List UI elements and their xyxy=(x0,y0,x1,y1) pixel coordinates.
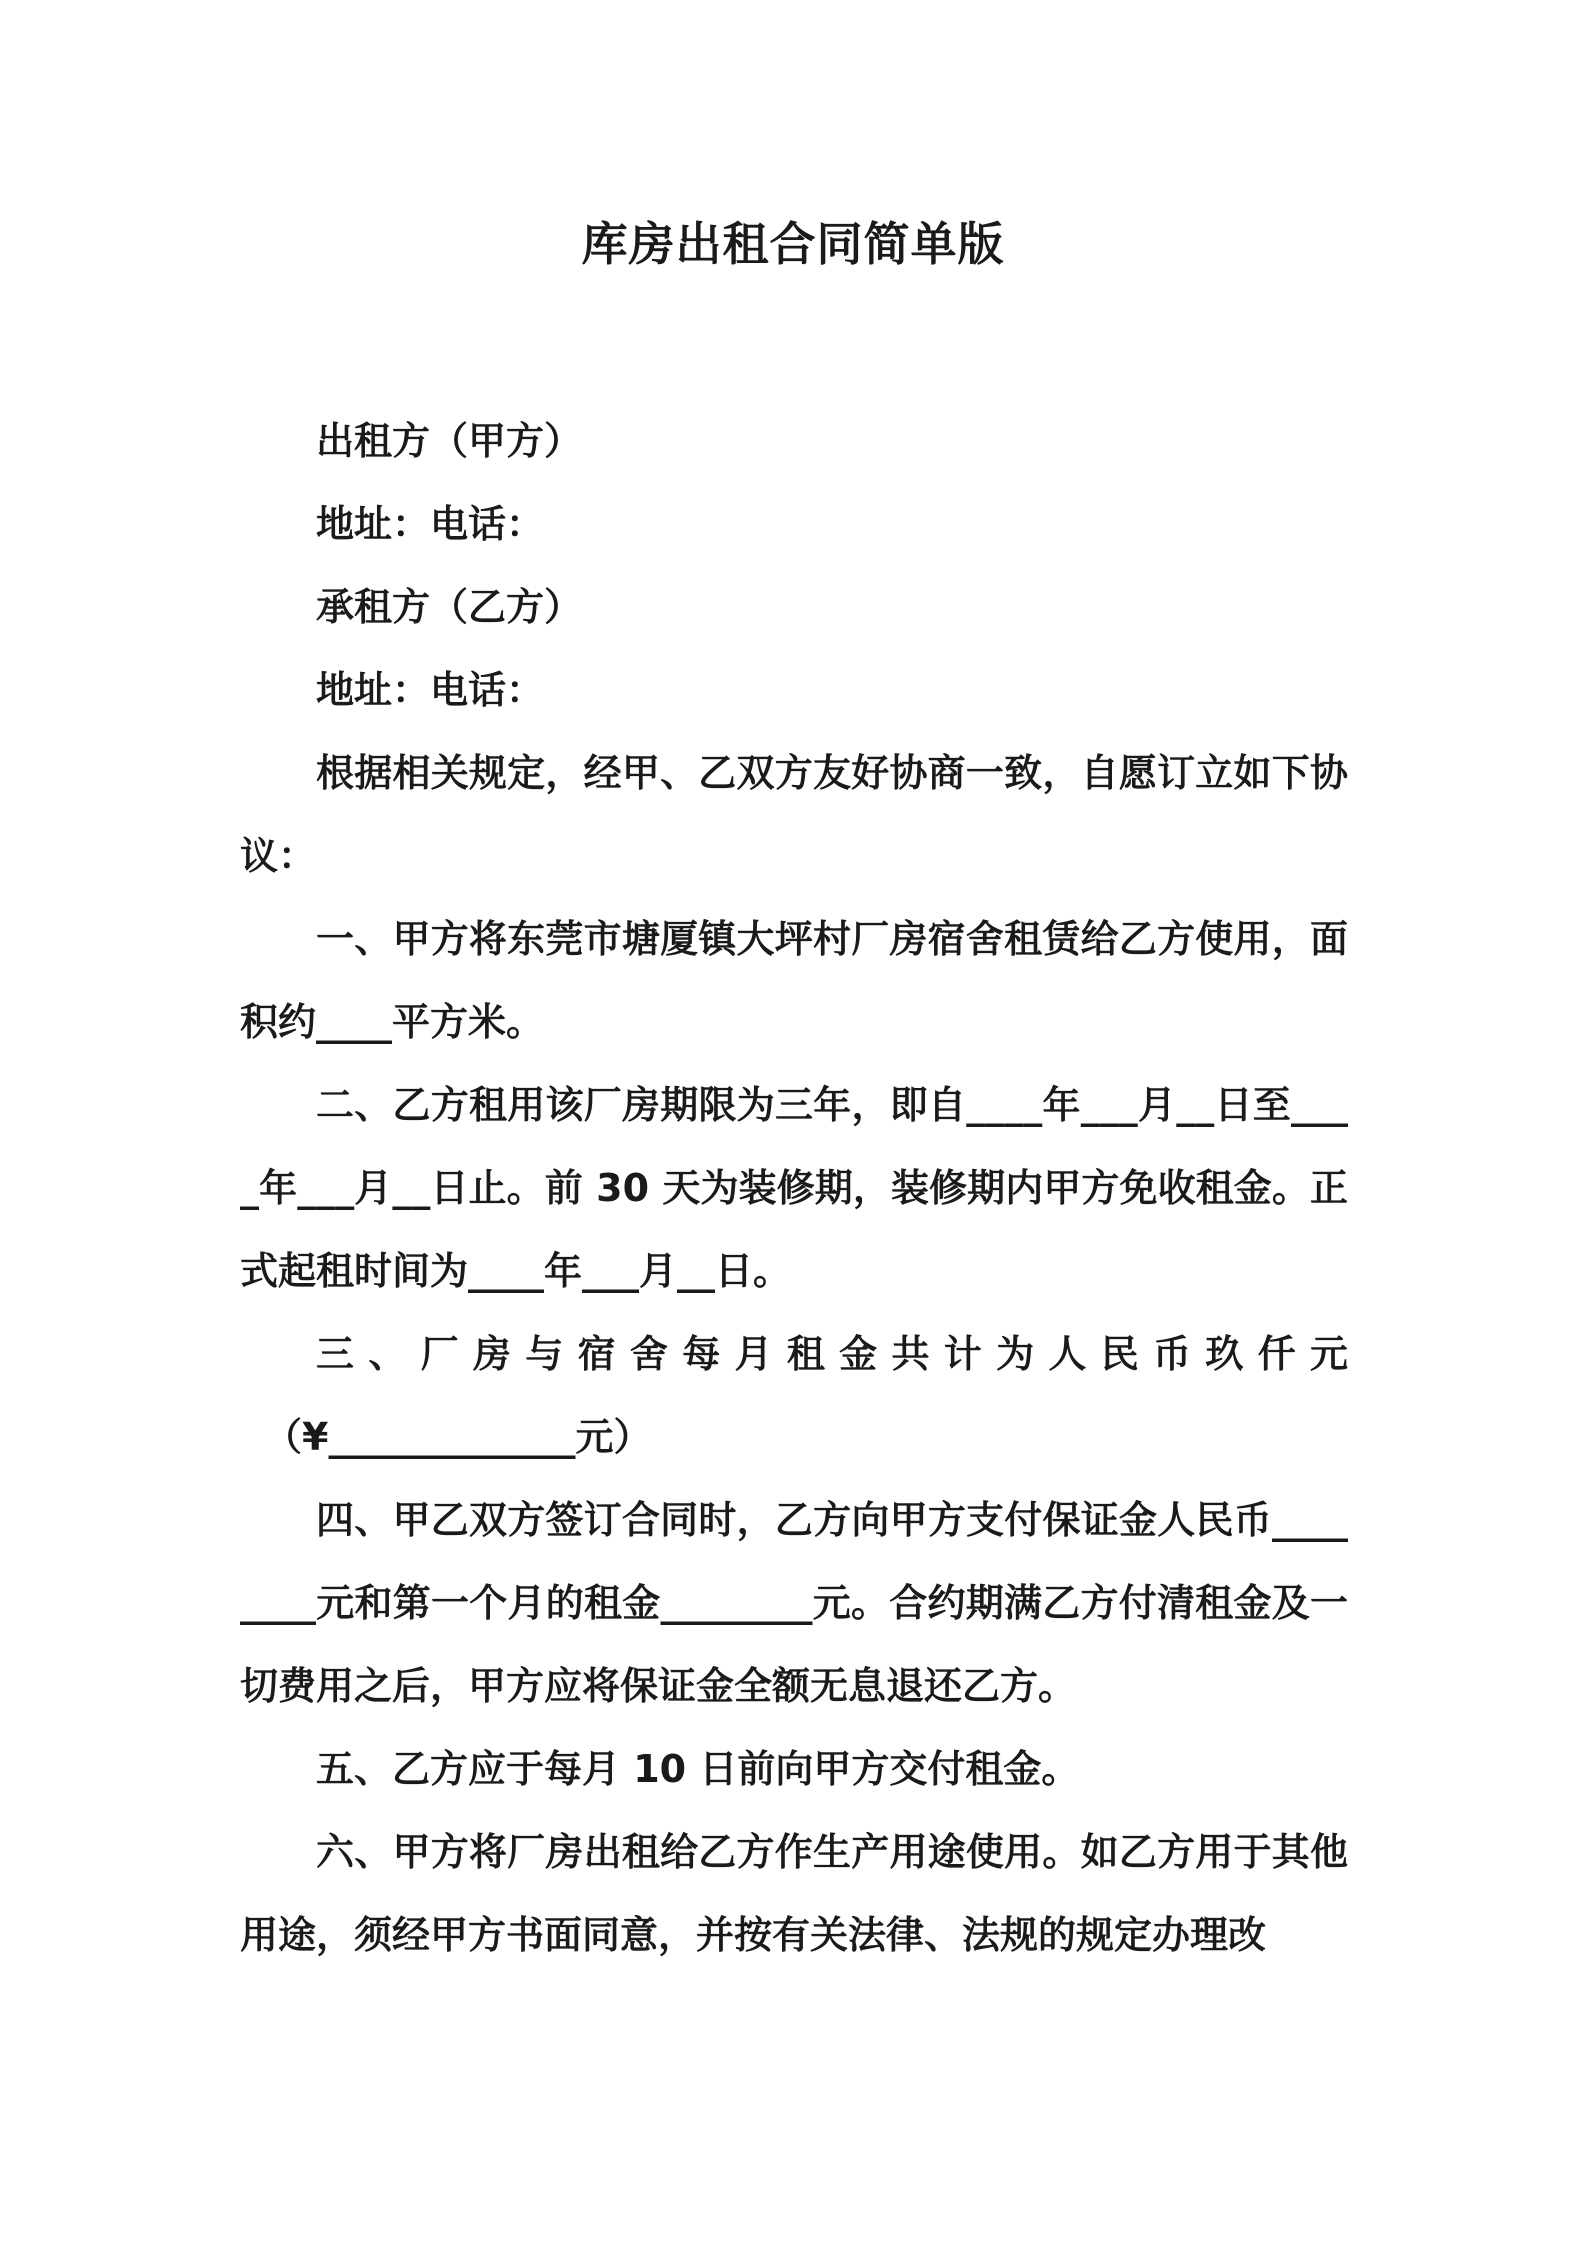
document-title: 库房出租合同简单版 xyxy=(581,217,1005,271)
clause-4: 四、甲乙双方签订合同时，乙方向甲方支付保证金人民币________元和第一个月的租金________元。合约期满乙方付清租金及一切费用之后，甲方应将保证金全额无息退还乙方。 xyxy=(240,1498,1348,1708)
party-b-contact: 地址：电话： xyxy=(316,668,545,712)
party-a-heading: 出租方（甲方） xyxy=(316,419,583,463)
party-b-heading: 承租方（乙方） xyxy=(316,585,583,629)
clause-3-line-2: （¥_____________元） xyxy=(264,1415,652,1459)
clause-5: 五、乙方应于每月 10 日前向甲方交付租金。 xyxy=(316,1747,1080,1791)
clause-3-line-1: 三、厂房与宿舍每月租金共计为人民币玖仟元 xyxy=(316,1332,1348,1376)
document-body xyxy=(240,400,1348,1977)
party-a-contact: 地址：电话： xyxy=(316,502,545,546)
clause-2: 二、乙方租用该厂房期限为三年，即自____年___月__日至____年___月__日止。前 30 天为装修期，装修期内甲方免收租金。正式起租时间为____年___月__日。 xyxy=(240,1083,1348,1293)
intro-paragraph: 根据相关规定，经甲、乙双方友好协商一致，自愿订立如下协议： xyxy=(240,751,1348,878)
clause-6: 六、甲方将厂房出租给乙方作生产用途使用。如乙方用于其他用途，须经甲方书面同意，并按有关法律、法规的规定办理改 xyxy=(240,1830,1348,1957)
clause-1: 一、甲方将东莞市塘厦镇大坪村厂房宿舍租赁给乙方使用，面积约____平方米。 xyxy=(240,917,1348,1044)
